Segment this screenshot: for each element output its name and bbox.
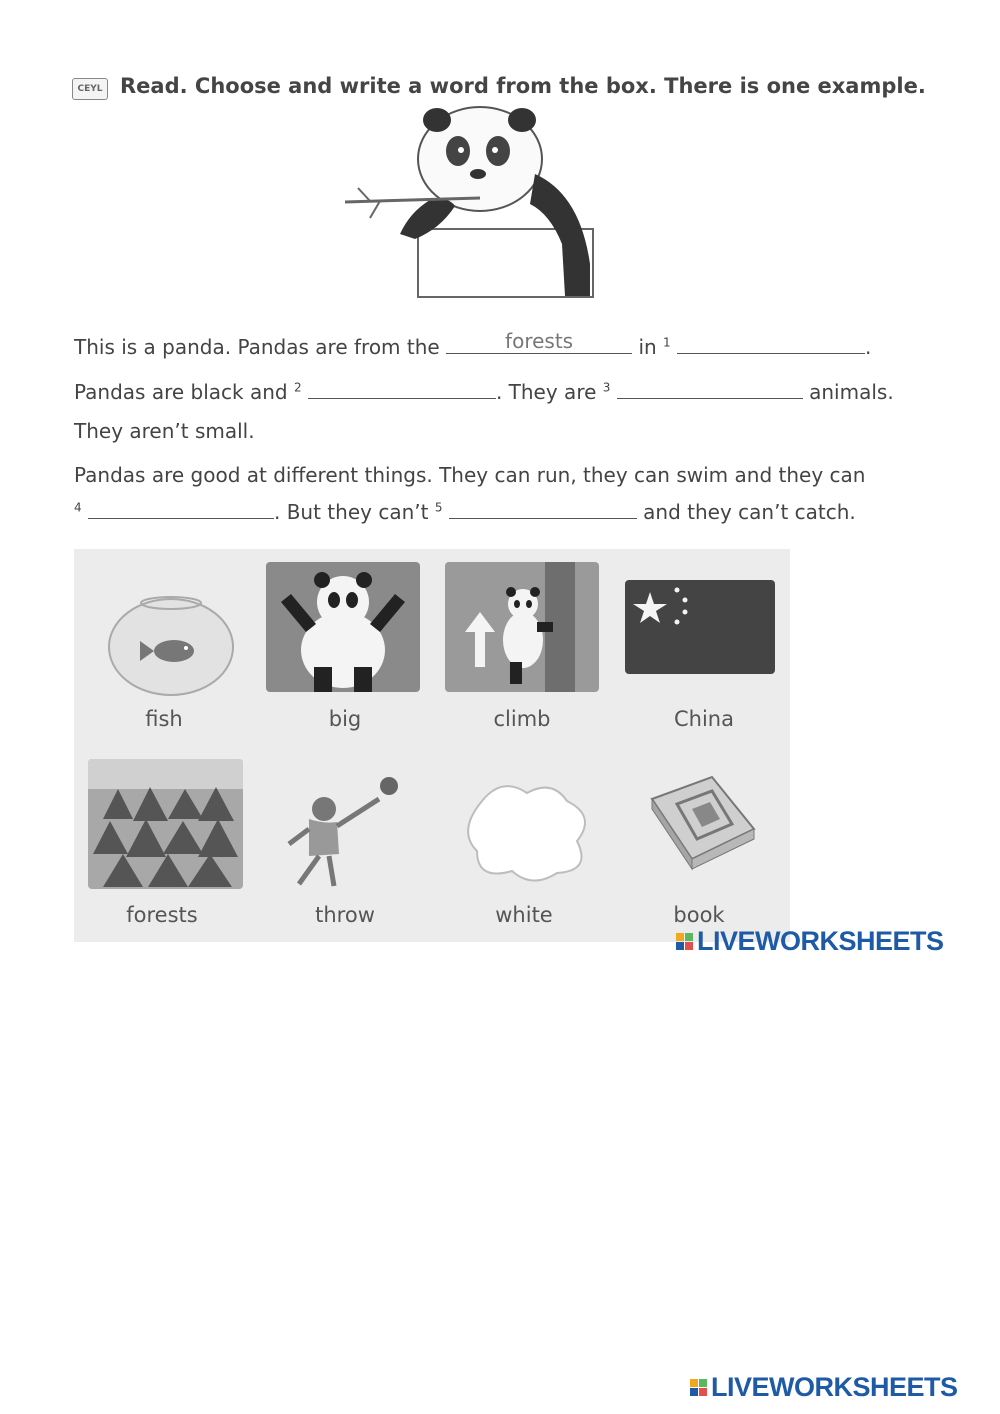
- book-icon: [642, 769, 762, 889]
- word-china[interactable]: China: [674, 707, 734, 731]
- liveworksheets-footer-watermark: [690, 1372, 958, 1403]
- word-box: [74, 549, 790, 942]
- word-climb[interactable]: climb: [493, 707, 551, 731]
- goldfish-bowl-icon: [96, 579, 246, 699]
- answer-blank-1[interactable]: [677, 335, 865, 354]
- passage-text: in: [638, 335, 657, 359]
- example-answer-blank: [446, 329, 632, 354]
- passage-line-4: Pandas are good at different things. They can run, they can swim and they can: [74, 463, 866, 487]
- word-fish[interactable]: fish: [145, 707, 183, 731]
- ceyl-badge-icon: CEYL: [72, 78, 108, 100]
- white-blob-icon: [452, 771, 602, 891]
- passage-text: . But they can’t: [274, 500, 429, 524]
- passage-text: and they can’t catch.: [643, 500, 856, 524]
- word-throw[interactable]: throw: [315, 903, 375, 927]
- passage-text: Pandas are black and: [74, 380, 288, 404]
- liveworksheets-logo-icon: [676, 933, 693, 950]
- watermark-text: LIVEWORKSHEETS: [697, 926, 944, 956]
- panda-illustration: [340, 104, 610, 299]
- china-flag-icon: [625, 580, 775, 674]
- throwing-girl-icon: [279, 764, 419, 889]
- answer-blank-4[interactable]: [88, 500, 274, 519]
- word-big[interactable]: big: [328, 707, 362, 731]
- passage-line-3: They aren’t small.: [74, 419, 255, 443]
- passage-line-1: [74, 329, 872, 359]
- question-number-5: 5: [434, 500, 443, 515]
- passage-text: .: [865, 335, 872, 359]
- climbing-panda-icon: [445, 562, 599, 692]
- passage-line-5: [74, 500, 856, 524]
- question-number-4: 4: [74, 500, 82, 515]
- passage-text: This is a panda. Pandas are from the: [74, 335, 440, 359]
- instruction-heading: Read. Choose and write a word from the box. There is one example.: [120, 74, 926, 98]
- forest-icon: [88, 759, 243, 889]
- big-panda-icon: [266, 562, 420, 692]
- answer-blank-2[interactable]: [308, 380, 496, 399]
- answer-blank-3[interactable]: [617, 380, 803, 399]
- passage-line-2: [74, 380, 894, 404]
- word-book[interactable]: book: [673, 903, 725, 927]
- liveworksheets-watermark: [676, 926, 944, 957]
- question-number-1: 1: [663, 335, 671, 350]
- answer-blank-5[interactable]: [449, 500, 637, 519]
- passage-text: animals.: [809, 380, 894, 404]
- watermark-text: LIVEWORKSHEETS: [711, 1372, 958, 1402]
- example-answer: forests: [505, 329, 574, 353]
- word-white[interactable]: white: [495, 903, 553, 927]
- liveworksheets-logo-icon: [690, 1379, 707, 1396]
- question-number-2: 2: [293, 380, 302, 395]
- passage-text: . They are: [495, 380, 597, 404]
- word-forests[interactable]: forests: [126, 903, 198, 927]
- question-number-3: 3: [602, 380, 611, 395]
